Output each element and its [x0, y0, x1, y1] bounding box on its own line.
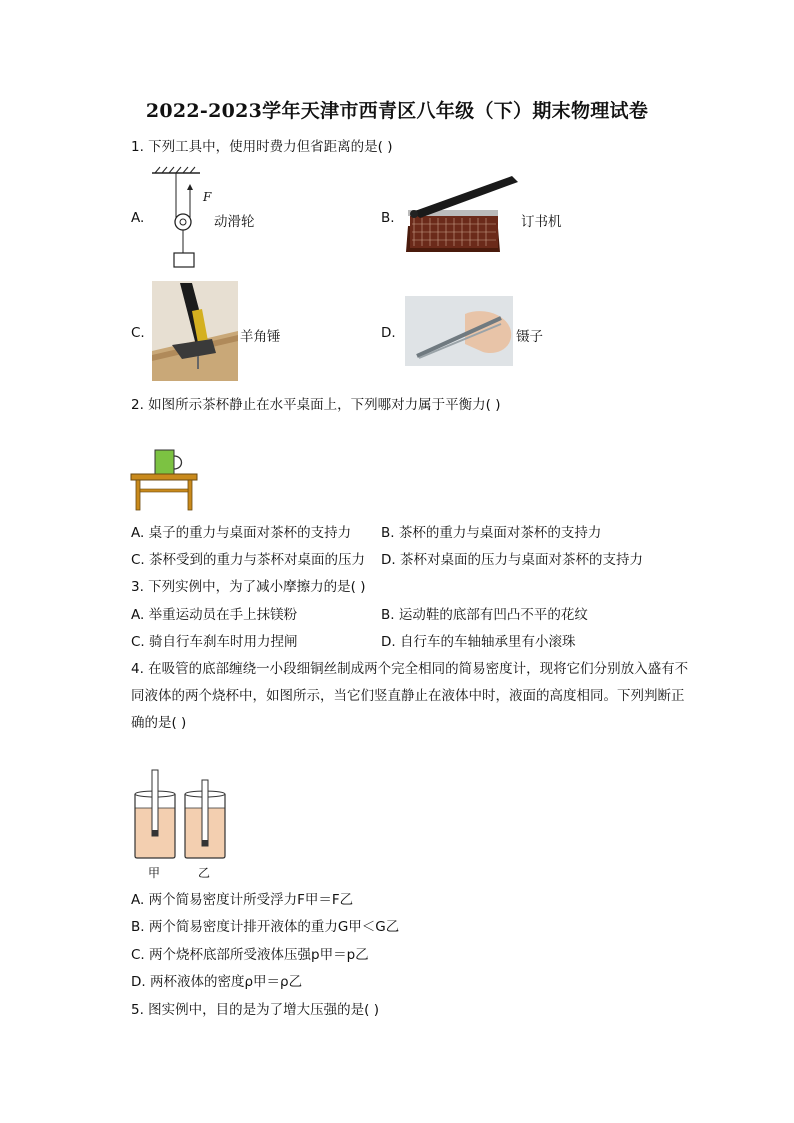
q3-option-b: B. 运动鞋的底部有凹凸不平的花纹 [381, 607, 588, 623]
q3-option-c: C. 骑自行车刹车时用力捏闸 [131, 634, 298, 650]
q2-option-d: D. 茶杯对桌面的压力与桌面对茶杯的支持力 [381, 552, 643, 568]
question-1-stem: 1. 下列工具中，使用时费力但省距离的是( ) [131, 139, 393, 155]
q2-option-a: A. 桌子的重力与桌面对茶杯的支持力 [131, 525, 352, 541]
tweezers-figure [405, 296, 515, 368]
hydrometer-figure [130, 768, 230, 863]
q2-option-c: C. 茶杯受到的重力与茶杯对桌面的压力 [131, 552, 366, 568]
q1-option-a-label: A. [131, 210, 145, 226]
q3-option-d: D. 自行车的车轴轴承里有小滚珠 [381, 634, 576, 650]
q4-option-a: A. 两个简易密度计所受浮力F甲＝F乙 [131, 892, 354, 908]
q4-option-d: D. 两杯液体的密度ρ甲＝ρ乙 [131, 974, 303, 990]
q2-option-b: B. 茶杯的重力与桌面对茶杯的支持力 [381, 525, 602, 541]
force-label-f: F [203, 190, 212, 204]
hammer-figure [152, 281, 240, 383]
q1-option-b-label: B. [381, 210, 395, 226]
q1-option-d-label: D. [381, 325, 396, 341]
q1-option-c-text: 羊角锤 [240, 329, 281, 345]
cup-on-table-figure [130, 447, 200, 517]
q1-option-a-text: 动滑轮 [214, 214, 255, 230]
question-4-stem: 4. 在吸管的底部缠绕一小段细铜丝制成两个完全相同的简易密度计，现将它们分别放入盛有不同液体的两个烧杯中，如图所示，当它们竖直静止在液体中时，液面的高度相同。下列判断正确的是( ) [131, 661, 689, 731]
question-5-stem: 5. 图实例中，目的是为了增大压强的是( ) [131, 1002, 379, 1018]
q3-option-a: A. 举重运动员在手上抹镁粉 [131, 607, 298, 623]
q1-option-b-text: 订书机 [521, 214, 562, 230]
q1-option-c-label: C. [131, 325, 145, 341]
page-title: 2022-2023学年天津市西青区八年级（下）期末物理试卷 [145, 100, 649, 122]
q1-option-d-text: 镊子 [516, 329, 543, 345]
stapler-figure [400, 168, 525, 263]
question-2-stem: 2. 如图所示茶杯静止在水平桌面上，下列哪对力属于平衡力( ) [131, 397, 501, 413]
figure-label-jia: 甲 [148, 866, 161, 880]
q4-option-b: B. 两个简易密度计排开液体的重力G甲＜G乙 [131, 919, 400, 935]
question-3-stem: 3. 下列实例中，为了减小摩擦力的是( ) [131, 579, 366, 595]
pulley-figure [150, 165, 220, 270]
figure-label-yi: 乙 [198, 866, 211, 880]
q4-option-c: C. 两个烧杯底部所受液体压强p甲＝p乙 [131, 947, 369, 963]
